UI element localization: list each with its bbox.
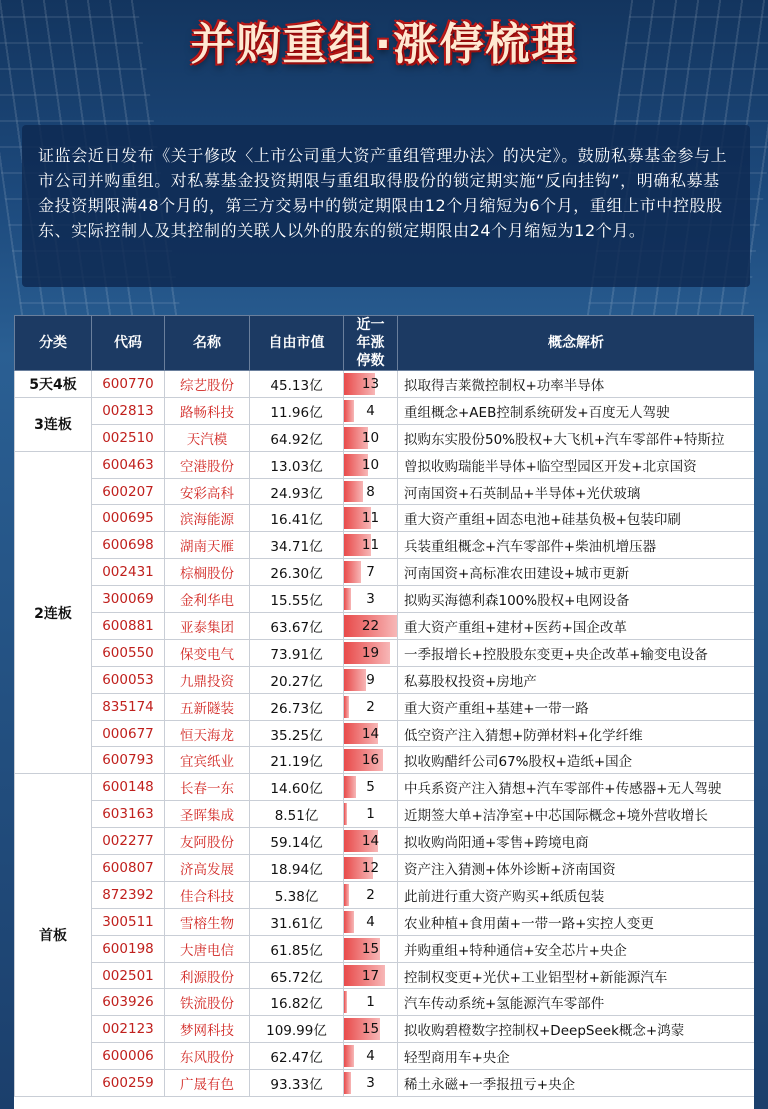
limit-up-count-cell xyxy=(344,397,398,424)
limit-up-bar xyxy=(344,561,361,583)
stock-name: 棕榈股份 xyxy=(165,559,250,586)
market-cap: 24.93亿 xyxy=(250,478,344,505)
stock-code: 600793 xyxy=(92,747,165,774)
concept-analysis: 拟取得吉莱微控制权+功率半导体 xyxy=(398,371,755,398)
stock-name: 利源股份 xyxy=(165,962,250,989)
limit-up-count-cell xyxy=(344,1043,398,1070)
table-row xyxy=(15,855,755,882)
concept-analysis: 重大资产重组+基建+一带一路 xyxy=(398,693,755,720)
market-cap: 26.73亿 xyxy=(250,693,344,720)
limit-up-count-cell xyxy=(344,881,398,908)
table-body xyxy=(15,371,755,1097)
market-cap: 93.33亿 xyxy=(250,1070,344,1097)
stock-name: 滨海能源 xyxy=(165,505,250,532)
market-cap: 35.25亿 xyxy=(250,720,344,747)
category-cell: 首板 xyxy=(15,774,92,1097)
stock-name: 空港股份 xyxy=(165,451,250,478)
limit-up-count: 14 xyxy=(361,725,380,742)
header-code: 代码 xyxy=(92,316,165,371)
table-row xyxy=(15,478,755,505)
page-title: 并购重组·涨停梳理 xyxy=(190,19,578,70)
table-row xyxy=(15,1016,755,1043)
table-row xyxy=(15,559,755,586)
limit-up-count: 12 xyxy=(361,859,380,876)
stock-code: 002123 xyxy=(92,1016,165,1043)
stock-code: 300069 xyxy=(92,586,165,613)
table-row xyxy=(15,693,755,720)
table-row xyxy=(15,962,755,989)
limit-up-count: 10 xyxy=(361,456,380,473)
limit-up-count: 7 xyxy=(366,564,375,581)
limit-up-count: 13 xyxy=(361,375,380,392)
market-cap: 65.72亿 xyxy=(250,962,344,989)
table-row xyxy=(15,532,755,559)
stock-name: 友阿股份 xyxy=(165,828,250,855)
table-row xyxy=(15,639,755,666)
limit-up-count: 8 xyxy=(366,483,375,500)
limit-up-count-cell xyxy=(344,1070,398,1097)
header-limit-up-count-label: 近一年涨停数 xyxy=(356,317,385,369)
header-limit-up-count xyxy=(344,316,398,371)
limit-up-count: 5 xyxy=(366,779,375,796)
market-cap: 13.03亿 xyxy=(250,451,344,478)
limit-up-count: 15 xyxy=(361,940,380,957)
market-cap: 20.27亿 xyxy=(250,666,344,693)
limit-up-count: 3 xyxy=(366,1075,375,1092)
concept-analysis: 河南国资+石英制品+半导体+光伏玻璃 xyxy=(398,478,755,505)
market-cap: 59.14亿 xyxy=(250,828,344,855)
stock-code: 872392 xyxy=(92,881,165,908)
table-row xyxy=(15,424,755,451)
limit-up-count: 11 xyxy=(361,537,380,554)
limit-up-count: 17 xyxy=(361,967,380,984)
concept-analysis: 轻型商用车+央企 xyxy=(398,1043,755,1070)
market-cap: 63.67亿 xyxy=(250,613,344,640)
concept-analysis: 私募股权投资+房地产 xyxy=(398,666,755,693)
table-row xyxy=(15,720,755,747)
limit-up-count: 2 xyxy=(366,886,375,903)
table-row xyxy=(15,801,755,828)
limit-up-count-cell xyxy=(344,962,398,989)
market-cap: 11.96亿 xyxy=(250,397,344,424)
stock-code: 002813 xyxy=(92,397,165,424)
limit-up-count-cell xyxy=(344,371,398,398)
stock-name: 雪榕生物 xyxy=(165,908,250,935)
table-row xyxy=(15,397,755,424)
stock-code: 002277 xyxy=(92,828,165,855)
market-cap: 15.55亿 xyxy=(250,586,344,613)
limit-up-bar xyxy=(344,1045,354,1067)
table-row xyxy=(15,451,755,478)
stock-name: 圣晖集成 xyxy=(165,801,250,828)
limit-up-count-cell xyxy=(344,693,398,720)
category-cell: 5天4板 xyxy=(15,371,92,398)
concept-analysis: 拟收购醋纤公司67%股权+造纸+国企 xyxy=(398,747,755,774)
limit-up-count: 1 xyxy=(366,994,375,1011)
stock-name: 济高发展 xyxy=(165,855,250,882)
limit-up-count: 10 xyxy=(361,429,380,446)
market-cap: 21.19亿 xyxy=(250,747,344,774)
intro-text: 证监会近日发布《关于修改〈上市公司重大资产重组管理办法〉的决定》。鼓励私募基金参与上市公司并购重组。对私募基金投资期限与重组取得股份的锁定期实施“反向挂钩”，明确私募基金投资期限满48个月的，第三方交易中的锁定期限由12个月缩短为6个月，重组上市中控股股东、实际控制人及其控制的关联人以外的股东的锁定期限由24个月缩短为12个月。 xyxy=(38,146,728,240)
limit-up-bar xyxy=(344,696,349,718)
table-row xyxy=(15,935,755,962)
limit-up-count: 14 xyxy=(361,833,380,850)
market-cap: 34.71亿 xyxy=(250,532,344,559)
market-cap: 109.99亿 xyxy=(250,1016,344,1043)
concept-analysis: 农业种植+食用菌+一带一路+实控人变更 xyxy=(398,908,755,935)
limit-up-count-cell xyxy=(344,424,398,451)
table-row xyxy=(15,666,755,693)
limit-up-count: 11 xyxy=(361,510,380,527)
limit-up-count-cell xyxy=(344,1016,398,1043)
stock-table xyxy=(14,315,754,1097)
stock-name: 综艺股份 xyxy=(165,371,250,398)
category-cell: 2连板 xyxy=(15,451,92,774)
stock-code: 600053 xyxy=(92,666,165,693)
market-cap: 8.51亿 xyxy=(250,801,344,828)
stock-name: 保变电气 xyxy=(165,639,250,666)
market-cap: 5.38亿 xyxy=(250,881,344,908)
concept-analysis: 曾拟收购瑞能半导体+临空型园区开发+北京国资 xyxy=(398,451,755,478)
limit-up-count-cell xyxy=(344,505,398,532)
stock-code: 600881 xyxy=(92,613,165,640)
concept-analysis: 拟购东实股份50%股权+大飞机+汽车零部件+特斯拉 xyxy=(398,424,755,451)
market-cap: 14.60亿 xyxy=(250,774,344,801)
limit-up-count-cell xyxy=(344,801,398,828)
limit-up-bar xyxy=(344,991,347,1013)
stock-name: 梦网科技 xyxy=(165,1016,250,1043)
table-row xyxy=(15,613,755,640)
market-cap: 31.61亿 xyxy=(250,908,344,935)
stock-name: 五新隧装 xyxy=(165,693,250,720)
limit-up-bar xyxy=(344,803,347,825)
limit-up-count-cell xyxy=(344,613,398,640)
limit-up-count-cell xyxy=(344,828,398,855)
limit-up-bar xyxy=(344,1072,351,1094)
concept-analysis: 河南国资+高标准农田建设+城市更新 xyxy=(398,559,755,586)
concept-analysis: 汽车传动系统+氢能源汽车零部件 xyxy=(398,989,755,1016)
limit-up-count: 15 xyxy=(361,1021,380,1038)
stock-code: 002501 xyxy=(92,962,165,989)
market-cap: 16.82亿 xyxy=(250,989,344,1016)
stock-name: 天汽模 xyxy=(165,424,250,451)
stock-code: 002510 xyxy=(92,424,165,451)
header-category: 分类 xyxy=(15,316,92,371)
limit-up-count: 2 xyxy=(366,698,375,715)
concept-analysis: 低空资产注入猜想+防弹材料+化学纤维 xyxy=(398,720,755,747)
limit-up-count-cell xyxy=(344,774,398,801)
stock-code: 600198 xyxy=(92,935,165,962)
stock-table-panel xyxy=(14,315,754,1109)
stock-code: 000677 xyxy=(92,720,165,747)
limit-up-count-cell xyxy=(344,532,398,559)
stock-code: 600698 xyxy=(92,532,165,559)
category-cell: 3连板 xyxy=(15,397,92,451)
table-row xyxy=(15,1043,755,1070)
limit-up-count: 22 xyxy=(361,617,380,634)
market-cap: 18.94亿 xyxy=(250,855,344,882)
limit-up-count-cell xyxy=(344,989,398,1016)
market-cap: 45.13亿 xyxy=(250,371,344,398)
table-header-row xyxy=(15,316,755,371)
stock-code: 600259 xyxy=(92,1070,165,1097)
table-row xyxy=(15,1070,755,1097)
market-cap: 26.30亿 xyxy=(250,559,344,586)
limit-up-count-cell xyxy=(344,451,398,478)
limit-up-count-cell xyxy=(344,639,398,666)
stock-name: 安彩高科 xyxy=(165,478,250,505)
concept-analysis: 兵装重组概念+汽车零部件+柴油机增压器 xyxy=(398,532,755,559)
concept-analysis: 近期签大单+洁净室+中芯国际概念+境外营收增长 xyxy=(398,801,755,828)
stock-code: 300511 xyxy=(92,908,165,935)
concept-analysis: 中兵系资产注入猜想+汽车零部件+传感器+无人驾驶 xyxy=(398,774,755,801)
concept-analysis: 重组概念+AEB控制系统研发+百度无人驾驶 xyxy=(398,397,755,424)
stock-code: 600550 xyxy=(92,639,165,666)
stock-code: 600807 xyxy=(92,855,165,882)
stock-name: 大唐电信 xyxy=(165,935,250,962)
concept-analysis: 拟收购碧橙数字控制权+DeepSeek概念+鸿蒙 xyxy=(398,1016,755,1043)
limit-up-count-cell xyxy=(344,559,398,586)
stock-name: 九鼎投资 xyxy=(165,666,250,693)
limit-up-count: 4 xyxy=(366,1048,375,1065)
market-cap: 61.85亿 xyxy=(250,935,344,962)
stock-name: 路畅科技 xyxy=(165,397,250,424)
stock-name: 长春一东 xyxy=(165,774,250,801)
limit-up-bar xyxy=(344,776,356,798)
limit-up-count: 1 xyxy=(366,806,375,823)
market-cap: 73.91亿 xyxy=(250,639,344,666)
limit-up-count-cell xyxy=(344,720,398,747)
limit-up-count-cell xyxy=(344,747,398,774)
concept-analysis: 此前进行重大资产购买+纸质包装 xyxy=(398,881,755,908)
table-row xyxy=(15,774,755,801)
limit-up-count: 16 xyxy=(361,752,380,769)
stock-name: 广晟有色 xyxy=(165,1070,250,1097)
stock-name: 佳合科技 xyxy=(165,881,250,908)
limit-up-count-cell xyxy=(344,478,398,505)
table-row xyxy=(15,908,755,935)
header-name: 名称 xyxy=(165,316,250,371)
concept-analysis: 重大资产重组+固态电池+硅基负极+包装印刷 xyxy=(398,505,755,532)
limit-up-bar xyxy=(344,884,349,906)
limit-up-bar xyxy=(344,911,354,933)
stock-code: 000695 xyxy=(92,505,165,532)
stock-code: 835174 xyxy=(92,693,165,720)
table-row xyxy=(15,505,755,532)
table-row xyxy=(15,989,755,1016)
table-row xyxy=(15,881,755,908)
stock-code: 600207 xyxy=(92,478,165,505)
concept-analysis: 稀土永磁+一季报扭亏+央企 xyxy=(398,1070,755,1097)
limit-up-bar xyxy=(344,669,366,691)
concept-analysis: 拟购买海德利森100%股权+电网设备 xyxy=(398,586,755,613)
stock-name: 铁流股份 xyxy=(165,989,250,1016)
intro-box xyxy=(22,125,750,287)
table-row xyxy=(15,828,755,855)
concept-analysis: 一季报增长+控股股东变更+央企改革+输变电设备 xyxy=(398,639,755,666)
limit-up-count-cell xyxy=(344,586,398,613)
limit-up-bar xyxy=(344,481,363,503)
stock-code: 600770 xyxy=(92,371,165,398)
table-row xyxy=(15,371,755,398)
stock-name: 恒天海龙 xyxy=(165,720,250,747)
limit-up-count-cell xyxy=(344,935,398,962)
header-concept: 概念解析 xyxy=(398,316,755,371)
stock-name: 亚泰集团 xyxy=(165,613,250,640)
stock-code: 600148 xyxy=(92,774,165,801)
concept-analysis: 拟收购尚阳通+零售+跨境电商 xyxy=(398,828,755,855)
stock-name: 东风股份 xyxy=(165,1043,250,1070)
stock-code: 603163 xyxy=(92,801,165,828)
limit-up-bar xyxy=(344,588,351,610)
limit-up-count: 4 xyxy=(366,402,375,419)
market-cap: 62.47亿 xyxy=(250,1043,344,1070)
stock-name: 宜宾纸业 xyxy=(165,747,250,774)
stock-code: 603926 xyxy=(92,989,165,1016)
stock-code: 002431 xyxy=(92,559,165,586)
stock-code: 600463 xyxy=(92,451,165,478)
table-row xyxy=(15,586,755,613)
market-cap: 16.41亿 xyxy=(250,505,344,532)
table-row xyxy=(15,747,755,774)
limit-up-count: 3 xyxy=(366,591,375,608)
concept-analysis: 资产注入猜测+体外诊断+济南国资 xyxy=(398,855,755,882)
concept-analysis: 重大资产重组+建材+医药+国企改革 xyxy=(398,613,755,640)
limit-up-count-cell xyxy=(344,908,398,935)
limit-up-bar xyxy=(344,400,354,422)
market-cap: 64.92亿 xyxy=(250,424,344,451)
limit-up-count: 19 xyxy=(361,644,380,661)
limit-up-count: 4 xyxy=(366,913,375,930)
limit-up-count-cell xyxy=(344,666,398,693)
stock-name: 金利华电 xyxy=(165,586,250,613)
stock-code: 600006 xyxy=(92,1043,165,1070)
concept-analysis: 控制权变更+光伏+工业铝型材+新能源汽车 xyxy=(398,962,755,989)
header-market-cap: 自由市值 xyxy=(250,316,344,371)
stock-name: 湖南天雁 xyxy=(165,532,250,559)
concept-analysis: 并购重组+特种通信+安全芯片+央企 xyxy=(398,935,755,962)
limit-up-count-cell xyxy=(344,855,398,882)
limit-up-count: 9 xyxy=(366,671,375,688)
